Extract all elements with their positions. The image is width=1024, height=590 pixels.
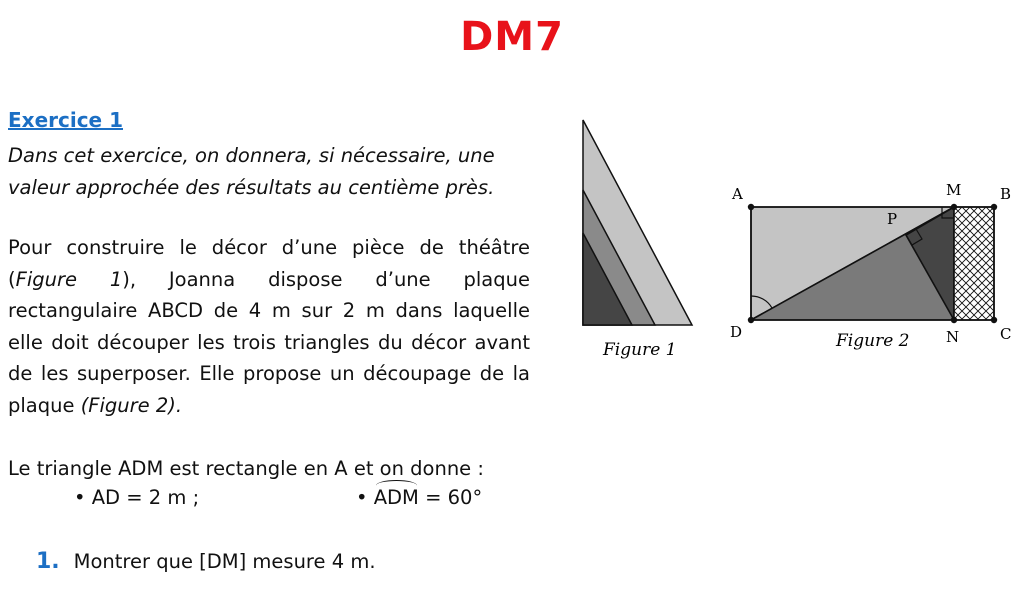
point-m-dot bbox=[951, 204, 957, 210]
figure-2-caption: Figure 2 bbox=[836, 331, 910, 351]
exercise-context bbox=[8, 232, 530, 421]
bullet-angle-prefix: • bbox=[356, 486, 374, 509]
label-d: D bbox=[730, 323, 743, 341]
point-b-dot bbox=[991, 204, 997, 210]
bullet-ad: • AD = 2 m ; bbox=[74, 486, 200, 509]
question-text: Montrer que [DM] mesure 4 m. bbox=[73, 550, 376, 573]
point-a-dot bbox=[748, 204, 754, 210]
exercise-intro: Dans cet exercice, on donnera, si nécessaire, une valeur approchée des résultats au centième près. bbox=[8, 144, 495, 199]
context-figure2-ref: (Figure 2). bbox=[80, 393, 183, 417]
given-statement: Le triangle ADM est rectangle en A et on donne : bbox=[8, 457, 484, 480]
point-c-dot bbox=[991, 317, 997, 323]
angle-adm: ADM bbox=[373, 486, 419, 509]
context-figure1-ref: Figure 1 bbox=[15, 267, 123, 291]
question-1 bbox=[36, 549, 376, 574]
question-number: 1. bbox=[36, 549, 60, 574]
bullet-angle bbox=[356, 486, 482, 509]
label-p: P bbox=[887, 210, 898, 228]
point-d-dot bbox=[748, 317, 754, 323]
figure-1 bbox=[575, 115, 705, 365]
context-text-1: Pour construire le décor d’une pièce de théâtre ( bbox=[8, 236, 530, 291]
hatched-strip bbox=[954, 207, 994, 320]
figure-2 bbox=[722, 175, 1024, 355]
page-title: DM7 bbox=[460, 14, 564, 60]
figure-1-caption: Figure 1 bbox=[603, 340, 677, 360]
label-a: A bbox=[732, 185, 743, 203]
label-n: N bbox=[946, 328, 960, 346]
label-b: B bbox=[1000, 185, 1012, 203]
context-text-2: ), Joanna dispose d’une plaque rectangulaire ABCD de 4 m sur 2 m dans laquelle elle doit découper les trois triangles du décor avant de les superposer. Elle propose un découpage de la plaque bbox=[8, 267, 530, 417]
bullet-angle-suffix: = 60° bbox=[418, 486, 483, 509]
label-m: M bbox=[946, 181, 962, 199]
point-n-dot bbox=[951, 317, 957, 323]
label-c: C bbox=[1000, 325, 1012, 343]
exercise-title: Exercice 1 bbox=[8, 108, 123, 132]
